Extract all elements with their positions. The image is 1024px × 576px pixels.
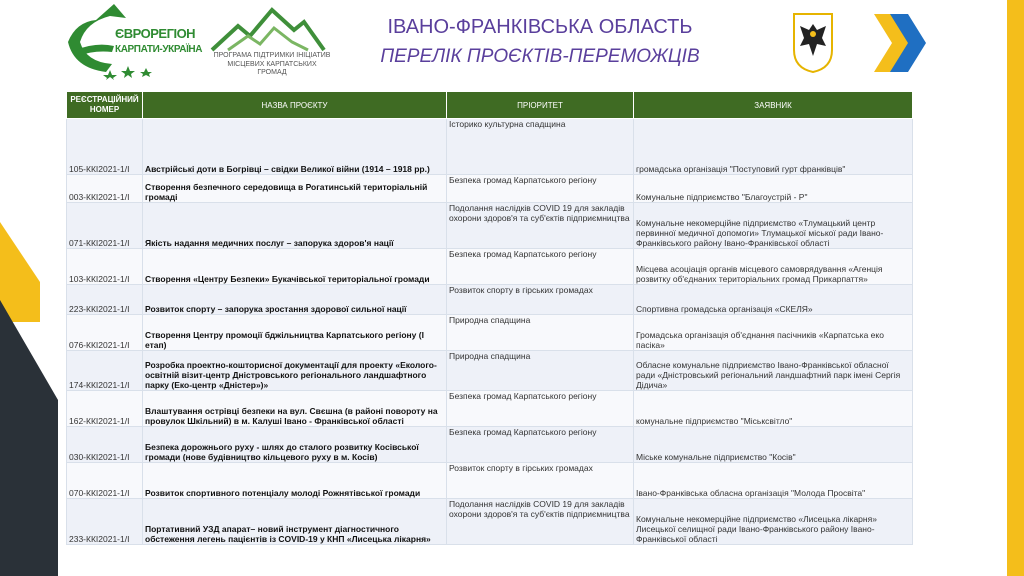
project-name-cell: Влаштування острівці безпеки на вул. Свєшна (в районі повороту на провулок Шкільний) в м. Калуші Івано - Франківської області — [143, 391, 447, 427]
left-accent-dark-base — [0, 400, 58, 576]
table-row — [67, 285, 913, 315]
reg-number-cell: 103-ККІ2021-1/І — [67, 249, 143, 285]
reg-number-cell: 003-ККІ2021-1/І — [67, 175, 143, 203]
program-logo-text: ПРОГРАМА ПІДТРИМКИ ІНІЦІАТИВ МІСЦЕВИХ КАРПАТСЬКИХ ГРОМАД — [213, 52, 331, 76]
project-name-cell: Безпека дорожнього руху - шлях до сталого розвитку Косівської громади (нове будівництво кільцевого руху в м. Косів) — [143, 427, 447, 463]
priority-cell: Розвиток спорту в гірських громадах — [447, 463, 634, 499]
priority-cell: Подолання наслідків COVID 19 для закладів охорони здоров'я та суб'єктів підприємництва — [447, 203, 634, 249]
reg-number-cell: 030-ККІ2021-1/І — [67, 427, 143, 463]
table-header-row — [67, 92, 913, 119]
reg-number-cell: 076-ККІ2021-1/І — [67, 315, 143, 351]
project-name-cell: Створення безпечного середовища в Рогатинській територіальній громаді — [143, 175, 447, 203]
table-row — [67, 119, 913, 175]
project-name-cell: Створення Центру промоції бджільництва Карпатського регіону (І етап) — [143, 315, 447, 351]
applicant-cell: комунальне підприємство "Міськсвітло" — [634, 391, 913, 427]
priority-cell: Подолання наслідків COVID 19 для закладів охорони здоров'я та суб'єктів підприємництва — [447, 499, 634, 545]
applicant-cell: Комунальне підприємство "Благоустрій - Р" — [634, 175, 913, 203]
priority-cell: Безпека громад Карпатського регіону — [447, 249, 634, 285]
reg-number-cell: 105-ККІ2021-1/І — [67, 119, 143, 175]
table-row — [67, 391, 913, 427]
project-name-cell: Створення «Центру Безпеки» Букачівської територіальної громади — [143, 249, 447, 285]
applicant-cell: Спортивна громадська організація «СКЕЛЯ» — [634, 285, 913, 315]
logo1-subtitle: КАРПАТИ-УКРАЇНА — [115, 44, 203, 55]
priority-cell: Розвиток спорту в гірських громадах — [447, 285, 634, 315]
project-name-cell: Портативний УЗД апарат– новий інструмент діагностичного обстеження легень пацієнтів із COVID-19 у КНП «Лисецька лікарня» — [143, 499, 447, 545]
project-name-cell: Розробка проектно-кошторисної документації для проекту «Еколого-освітній візит-центр Дністровського регіонального ландшафтного парку (Еко-центр «Дністер»)» — [143, 351, 447, 391]
reg-number-cell: 070-ККІ2021-1/І — [67, 463, 143, 499]
reg-number-cell: 223-ККІ2021-1/І — [67, 285, 143, 315]
reg-number-cell: 174-ККІ2021-1/І — [67, 351, 143, 391]
table-row — [67, 249, 913, 285]
applicant-cell: Івано-Франківська обласна організація "Молода Просвіта" — [634, 463, 913, 499]
table-row — [67, 499, 913, 545]
page-title: ІВАНО-ФРАНКІВСЬКА ОБЛАСТЬ — [387, 16, 693, 38]
table-row — [67, 427, 913, 463]
project-name-cell: Розвиток спорту – запорука зростання здорової сильної нації — [143, 285, 447, 315]
priority-cell: Безпека громад Карпатського регіону — [447, 427, 634, 463]
euroregion-logo-icon — [66, 2, 194, 80]
table-row — [67, 315, 913, 351]
applicant-cell: Комунальне некомерційне підприємство «Лисецька лікарня» Лисецької селищної ради Івано-Франківського району Івано-Франківської області — [634, 499, 913, 545]
table-row — [67, 175, 913, 203]
priority-cell: Історико культурна спадщина — [447, 119, 634, 175]
applicant-cell: Місцева асоціація органів місцевого самоврядування «Агенція розвитку об'єднаних територіальних громад Прикарпаття» — [634, 249, 913, 285]
table-row — [67, 203, 913, 249]
priority-cell: Природна спадщина — [447, 351, 634, 391]
left-accent-yellow — [0, 222, 40, 282]
header-project-name: НАЗВА ПРОЄКТУ — [143, 92, 447, 119]
applicant-cell: громадська організація "Поступовий гурт франківців" — [634, 119, 913, 175]
header-priority: ПРІОРИТЕТ — [447, 92, 634, 119]
page-subtitle: ПЕРЕЛІК ПРОЄКТІВ-ПЕРЕМОЖЦІВ — [380, 46, 700, 67]
table-row — [67, 463, 913, 499]
left-accent-dark — [0, 300, 58, 400]
coat-of-arms-icon — [792, 12, 834, 74]
applicant-cell: Обласне комунальне підприємство Івано-Франківської обласної ради «Дністровський регіональний ландшафтний парк імені Сергія Дідича» — [634, 351, 913, 391]
priority-cell: Безпека громад Карпатського регіону — [447, 391, 634, 427]
project-name-cell: Австрійські доти в Богрівці – свідки Великої війни (1914 – 1918 рр.) — [143, 119, 447, 175]
priority-cell: Безпека громад Карпатського регіону — [447, 175, 634, 203]
reg-number-cell: 071-ККІ2021-1/І — [67, 203, 143, 249]
applicant-cell: Міське комунальне підприємство "Косів" — [634, 427, 913, 463]
applicant-cell: Громадська організація об'єднання пасічників «Карпатська еко пасіка» — [634, 315, 913, 351]
table-row — [67, 351, 913, 391]
logo1-title: ЄВРОРЕГІОН — [115, 26, 196, 41]
mountains-logo-icon — [208, 6, 328, 54]
projects-table — [66, 91, 913, 545]
project-name-cell: Розвиток спортивного потенціалу молоді Рожнятівської громади — [143, 463, 447, 499]
priority-cell: Природна спадщина — [447, 315, 634, 351]
applicant-cell: Комунальне некомерційне підприємство «Тлумацький центр первинної медичної допомоги» Тлумацької міської ради Івано-Франківського району Івано-Франківської області — [634, 203, 913, 249]
reg-number-cell: 233-ККІ2021-1/І — [67, 499, 143, 545]
project-name-cell: Якість надання медичних послуг – запорука здоров'я нації — [143, 203, 447, 249]
right-accent-strip — [1007, 0, 1024, 576]
header-applicant: ЗАЯВНИК — [634, 92, 913, 119]
header-reg-number: РЕЄСТРАЦІЙНИЙ НОМЕР — [67, 92, 143, 119]
reg-number-cell: 162-ККІ2021-1/І — [67, 391, 143, 427]
arrow-logo-icon — [872, 12, 928, 74]
